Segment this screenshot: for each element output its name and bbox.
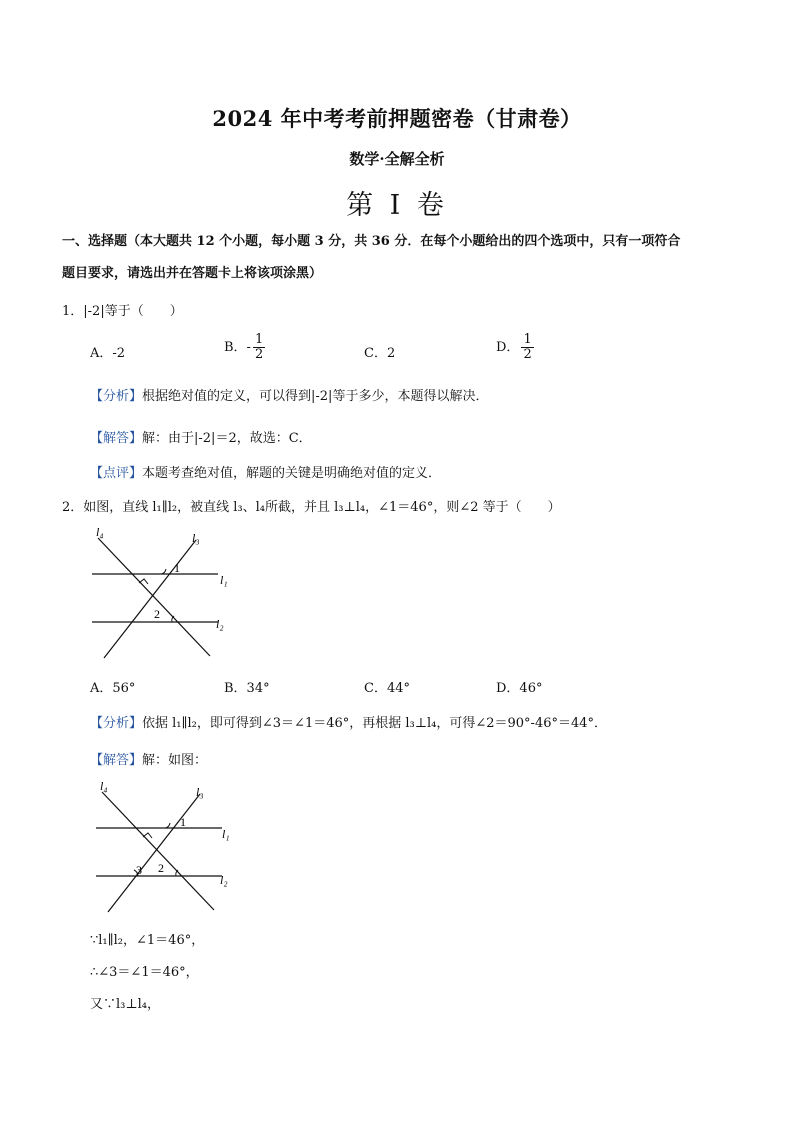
page-subtitle: 数学·全解全析 (349, 150, 445, 168)
q1-analysis-tag: 【分析】 (90, 389, 143, 404)
sol-label-angle-3: 3 (136, 863, 142, 877)
q1-analysis-text: 根据绝对值的定义，可以得到|-2|等于多少，本题得以解决． (142, 389, 489, 404)
q2-option-b: B．34° (224, 681, 270, 696)
q1-option-d-denominator: 2 (523, 347, 532, 362)
q1-option-b-fraction (253, 333, 265, 362)
q2-option-a: A．56° (90, 681, 136, 696)
sol-line-l4 (102, 792, 214, 910)
q2-figure (84, 522, 244, 662)
q1-option-d (496, 333, 534, 362)
q1-answer (90, 427, 312, 446)
q2-step-1: ∵l₁∥l₂，∠1＝46°， (90, 933, 205, 948)
q1-option-c: C．2 (364, 346, 396, 361)
angle-1-arc (162, 569, 166, 574)
q1-option-b-denominator: 2 (254, 347, 264, 362)
q1-option-d-prefix: D． (496, 340, 520, 355)
q2-stem: 2．如图，直线 l₁∥l₂，被直线 l₃、l₄所截，并且 l₃⊥l₄，∠1＝46°，则∠2 等于（ ） (62, 500, 561, 515)
q1-answer-text: 解：由于|-2|＝2，故选：C． (142, 431, 312, 446)
sol-label-l2: l₂ (220, 873, 228, 887)
label-l4: l₄ (96, 525, 104, 539)
q2-step-2: ∴∠3＝∠1＝46°， (90, 965, 199, 980)
sol-label-l1: l₁ (222, 827, 230, 841)
sol-label-angle-1: 1 (180, 815, 186, 829)
q2-analysis-tag: 【分析】 (90, 716, 143, 731)
q1-comment-text: 本题考查绝对值，解题的关键是明确绝对值的定义． (142, 466, 442, 481)
q1-comment (90, 462, 441, 481)
label-angle-2: 2 (154, 607, 160, 621)
sol-label-l3: l₃ (196, 785, 204, 799)
q1-option-a: A．-2 (90, 346, 126, 361)
section-instruction-line1: 一、选择题（本大题共 12 个小题，每小题 3 分，共 36 分．在每个小题给出的四个选项中，只有一项符合 (62, 234, 681, 249)
line-l3 (104, 540, 196, 658)
q2-step-3: 又∵l₃⊥l₄， (90, 997, 160, 1012)
sol-label-l4: l₄ (100, 779, 108, 793)
q1-option-d-fraction (521, 333, 533, 362)
q2-option-c: C．44° (364, 681, 410, 696)
q1-option-d-numerator: 1 (523, 332, 532, 347)
q1-option-b-numerator: 1 (254, 332, 264, 347)
q2-option-d: D．46° (496, 681, 543, 696)
q1-answer-tag: 【解答】 (90, 431, 143, 446)
section-instruction-line2: 题目要求，请选出并在答题卡上将该项涂黑） (62, 266, 323, 281)
q2-analysis (90, 712, 607, 731)
q2-solution-figure (88, 776, 248, 916)
q1-option-b-prefix: B．- (224, 340, 251, 355)
sol-angle-1-arc (166, 823, 170, 828)
label-angle-1: 1 (174, 561, 180, 575)
q1-option-b (224, 333, 265, 362)
label-l3: l₃ (192, 531, 200, 545)
label-l2: l₂ (216, 617, 224, 631)
volume-heading: 第 I 卷 (346, 190, 448, 221)
q2-answer (90, 749, 207, 768)
sol-label-angle-2: 2 (158, 861, 164, 875)
q1-stem: 1．|-2|等于（ ） (62, 304, 183, 319)
q1-analysis (90, 385, 488, 404)
q2-answer-tag: 【解答】 (90, 753, 143, 768)
q2-analysis-text: 依据 l₁∥l₂，即可得到∠3＝∠1＝46°，再根据 l₃⊥l₄，可得∠2＝90°-46°＝44°． (142, 716, 608, 731)
page-title: 2024 年中考考前押题密卷（甘肃卷） (212, 106, 582, 131)
sol-line-l3 (108, 794, 200, 912)
line-l4 (98, 538, 210, 656)
q1-comment-tag: 【点评】 (90, 466, 143, 481)
label-l1: l₁ (220, 573, 228, 587)
q2-answer-text: 解：如图： (142, 753, 208, 768)
